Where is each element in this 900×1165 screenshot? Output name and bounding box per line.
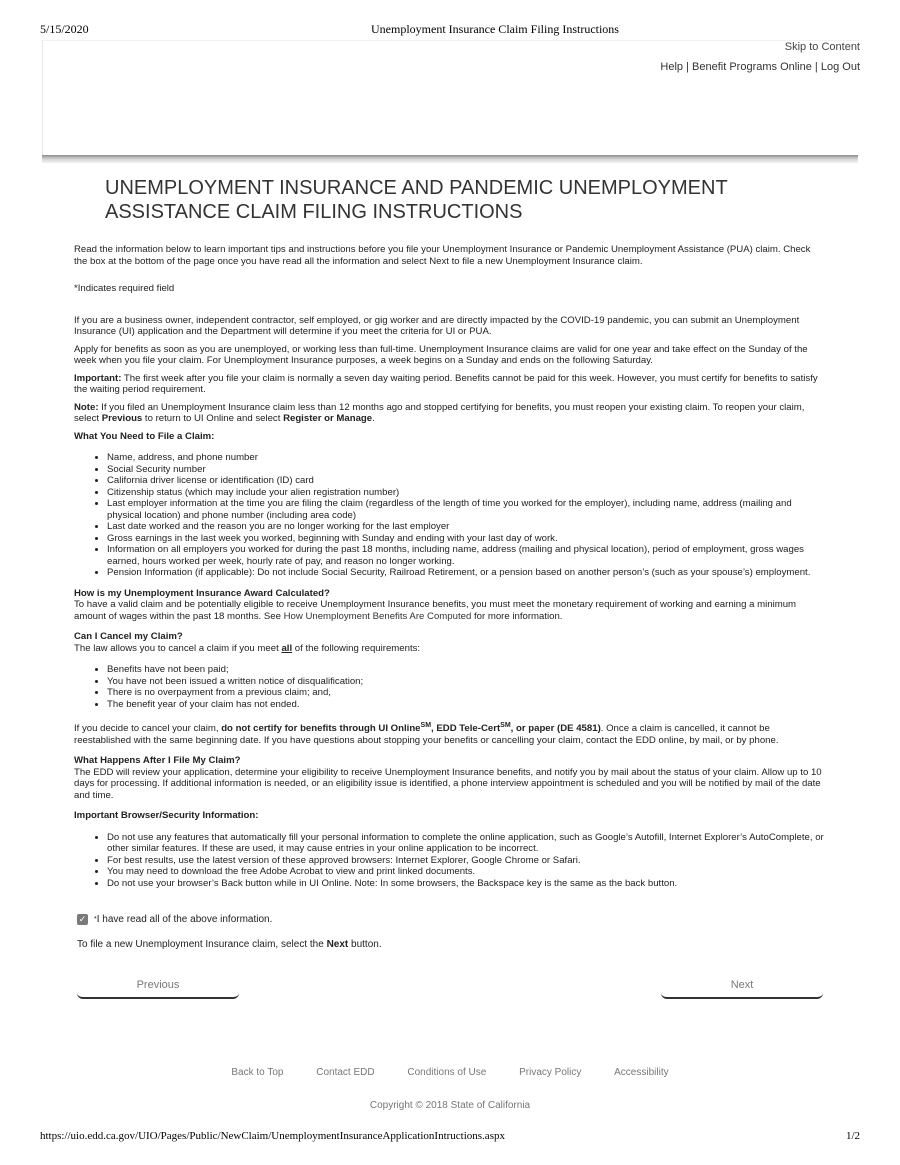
after-section — [74, 755, 824, 801]
list-item: • Do not use your browser’s Back button while in UI Online. Note: In some browsers, the Backspace key is the same as the back button. — [107, 878, 824, 890]
utility-nav — [660, 61, 860, 73]
cancel-para-bold: , EDD Tele-Cert — [431, 723, 501, 735]
benefits-computed-link[interactable]: How Unemployment Benefits Are Computed — [283, 610, 472, 622]
print-title: Unemployment Insurance Claim Filing Instructions — [371, 22, 619, 36]
cancel-heading: Can I Cancel my Claim? — [74, 631, 183, 642]
cancel-paragraph — [74, 720, 824, 746]
cancel-para-bold: , or paper (DE 4581) — [510, 723, 601, 735]
next-button[interactable]: Next — [661, 975, 823, 999]
acknowledge-checkbox[interactable] — [77, 914, 88, 925]
after-heading: What Happens After I File My Claim? — [74, 755, 241, 767]
benefit-programs-link[interactable]: Benefit Programs Online — [692, 61, 812, 73]
award-section — [74, 588, 824, 623]
list-item: • For best results, use the latest version of these approved browsers: Internet Explorer, Google Chrome or Safari. — [107, 855, 824, 867]
note-body: If you filed an Unemployment Insurance claim less than 12 months ago and stopped certifying for benefits, you must reopen your existing claim. To reopen your claim, select — [74, 401, 805, 424]
list-item: • California driver license or identification (ID) card — [107, 475, 824, 487]
nav-separator: | — [811, 61, 821, 73]
file-note-text: To file a new Unemployment Insurance claim, select the — [77, 939, 327, 950]
page-title: UNEMPLOYMENT INSURANCE AND PANDEMIC UNEMPLOYMENT ASSISTANCE CLAIM FILING INSTRUCTIONS — [105, 177, 728, 223]
browser-heading — [74, 810, 824, 822]
need-heading — [74, 431, 824, 443]
note-previous: Previous — [101, 413, 143, 424]
cancel-section — [74, 631, 824, 654]
copyright: Copyright © 2018 State of California — [369, 1100, 531, 1111]
site-header — [42, 40, 859, 158]
note-body: . — [372, 413, 375, 424]
important-text — [74, 373, 824, 396]
check-icon: ✓ — [78, 914, 87, 924]
intro-text: Read the information below to learn important tips and instructions before you file your Unemployment Insurance or Pandemic Unemployment Assistance (PUA) claim. Check the box at the bottom of the page once you have read all the information and select Next to file a new Unemployment Insurance claim. — [74, 244, 811, 267]
apply-text: Apply for benefits as soon as you are unemployed, or working less than full-time. Unemployment Insurance claims are valid for one year and take effect on the Sunday of the week when you file your claim. For Unemployment Insurance purposes, a week begins on a Sunday and ends on the following Saturday. — [74, 343, 808, 366]
main-content — [74, 244, 824, 889]
after-body: The EDD will review your application, determine your eligibility to receive Unemployment Insurance benefits, and notify you by mail about the status of your claim. Allow up to 10 days for processing. If additional information is needed, or an eligibility issue is identified, a phone interview appointment is scheduled and you will be notified by mail of the date and time. — [74, 766, 822, 801]
list-item: • Benefits have not been paid; — [107, 664, 824, 676]
conditions-of-use-link[interactable]: Conditions of Use — [407, 1067, 487, 1078]
logout-link[interactable]: Log Out — [820, 61, 860, 73]
footer-nav — [0, 1067, 900, 1078]
file-note-next: Next — [326, 939, 349, 950]
help-link[interactable]: Help — [660, 61, 684, 73]
important-label: Important: — [74, 372, 122, 384]
list-item: • Social Security number — [107, 464, 824, 476]
file-instructions — [77, 939, 382, 950]
note-label: Note: — [74, 401, 99, 413]
nav-separator: | — [683, 61, 693, 73]
file-note-text: button. — [348, 939, 382, 950]
print-page-number: 1/2 — [845, 1130, 860, 1142]
cancel-all: all — [281, 642, 293, 654]
list-item: • The benefit year of your claim has not ended. — [107, 699, 824, 711]
award-heading: How is my Unemployment Insurance Award Calculated? — [74, 587, 330, 599]
cancel-para-text: . Once a claim is cancelled, it cannot be reestablished with the same beginning date. If you have questions about stopping your benefits or cancelling your claim, contact the EDD online, by mail, or by phone. — [74, 723, 779, 746]
list-item: • Pension Information (if applicable): Do not include Social Security, Railroad Retirement, or a pension based on another person’s (such as your spouse’s) employment. — [107, 567, 824, 579]
privacy-policy-link[interactable]: Privacy Policy — [519, 1067, 582, 1078]
required-asterisk: * — [94, 916, 97, 923]
list-item: • Last date worked and the reason you are no longer working for the last employer — [107, 521, 824, 533]
list-item: • Citizenship status (which may include your alien registration number) — [107, 487, 824, 499]
browser-list — [74, 832, 824, 890]
previous-button[interactable]: Previous — [77, 975, 239, 999]
cancel-body: The law allows you to cancel a claim if you meet — [74, 642, 282, 654]
list-item: • Information on all employers you worked for during the past 18 months, including name, address (mailing and physical location), period of employment, gross wages earned, hours worked per week, hourly rate of pay, and reason no longer working. — [107, 544, 824, 567]
accessibility-link[interactable]: Accessibility — [614, 1067, 669, 1078]
list-item: • Gross earnings in the last week you worked, beginning with Sunday and ending with your last day of work. — [107, 533, 824, 545]
list-item: • You may need to download the free Adobe Acrobat to view and print linked documents. — [107, 866, 824, 878]
service-mark: SM — [500, 722, 511, 729]
cancel-list — [74, 664, 824, 710]
back-to-top-link[interactable]: Back to Top — [231, 1067, 284, 1078]
cancel-body: of the following requirements: — [292, 642, 421, 654]
acknowledge-label[interactable]: I have read all of the above information. — [96, 914, 273, 925]
header-divider — [42, 155, 858, 163]
cancel-para-text: If you decide to cancel your claim, — [74, 723, 222, 735]
list-item: • Last employer information at the time you are filing the claim (regardless of the length of time you worked for the employer), including name, address (mailing and physical location) and phone number (including area code) — [107, 498, 824, 521]
list-item: • You have not been issued a written notice of disqualification; — [107, 676, 824, 688]
skip-to-content-link[interactable]: Skip to Content — [784, 41, 860, 53]
list-item: • There is no overpayment from a previous claim; and, — [107, 687, 824, 699]
note-body: to return to UI Online and select — [142, 413, 284, 424]
list-item: • Name, address, and phone number — [107, 452, 824, 464]
print-date: 5/15/2020 — [40, 22, 89, 36]
list-item: • Do not use any features that automatically fill your personal information to complete the online application, such as Google’s Autofill, Internet Explorer’s AutoComplete, or other similar features. If these are used, it may cause entries in your online application to be incorrect. — [107, 832, 824, 855]
business-owner-text: If you are a business owner, independent contractor, self employed, or gig worker and are directly impacted by the COVID-19 pandemic, you can submit an Unemployment Insurance (UI) application and the Department will determine if you meet the criteria for UI or PUA. — [74, 314, 800, 337]
cancel-para-bold: do not certify for benefits through UI Online — [221, 723, 421, 735]
contact-edd-link[interactable]: Contact EDD — [316, 1067, 375, 1078]
important-body: The first week after you file your claim is normally a seven day waiting period. Benefits cannot be paid for this week. However, you must certify for benefits to satisfy the waiting period requirement. — [74, 372, 818, 395]
award-body: To have a valid claim and be potentially eligible to receive Unemployment Insurance benefits, you must meet the monetary requirement of working and earning a minimum amount of wages within the past 18 months. See — [74, 599, 797, 622]
need-list — [74, 452, 824, 579]
need-heading-text: What You Need to File a Claim: — [74, 430, 215, 442]
required-note: *Indicates required field — [74, 283, 175, 294]
note-register: Register or Manage — [283, 413, 373, 424]
print-url: https://uio.edd.ca.gov/UIO/Pages/Public/NewClaim/UnemploymentInsuranceApplicationIntructions.aspx — [40, 1130, 505, 1142]
award-body: for more information. — [471, 610, 563, 622]
acknowledge-row — [77, 914, 272, 925]
service-mark: SM — [420, 722, 432, 729]
browser-heading-text: Important Browser/Security Information: — [74, 810, 259, 822]
note-text — [74, 402, 824, 425]
